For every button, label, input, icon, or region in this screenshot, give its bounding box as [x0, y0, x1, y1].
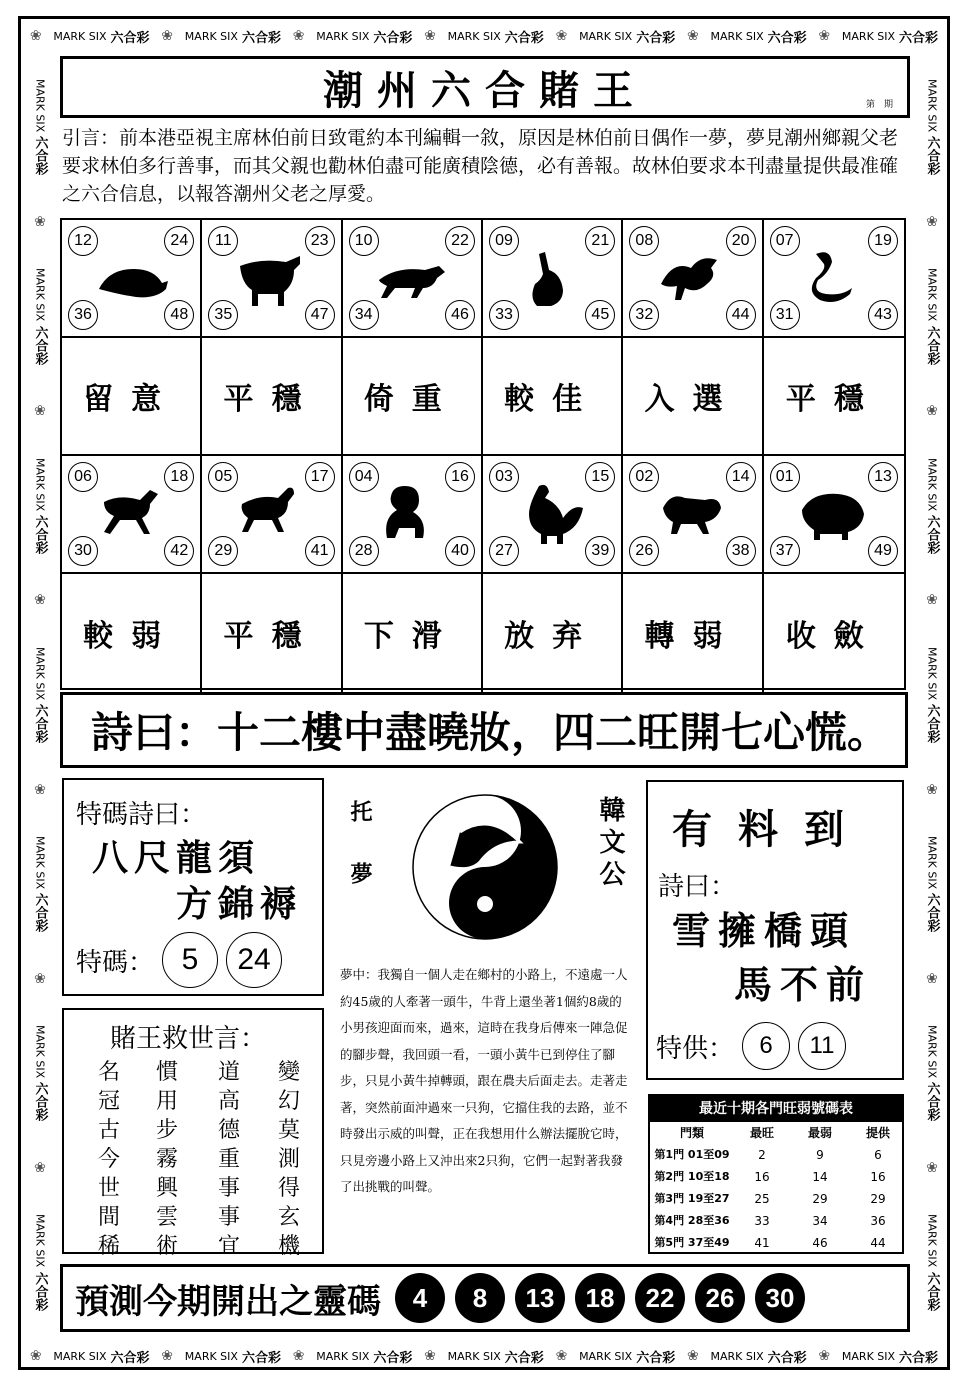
- main-poem: 詩曰：十二樓中盡曉妝，四二旺開七心慌。: [60, 692, 908, 768]
- snake-icon: [796, 244, 870, 308]
- border-brand: MARK SIX 六合彩: [53, 29, 150, 46]
- table-cell: 第1門 01至09: [654, 1148, 730, 1161]
- table-cell: 第3門 19至27: [654, 1192, 730, 1205]
- zodiac-forecast-word: 較弱: [83, 619, 180, 654]
- prediction-number: 22: [635, 1273, 685, 1323]
- header-cell: 門類: [679, 1126, 704, 1140]
- border-brand: MARK SIX 六合彩: [316, 29, 413, 46]
- rule-char: 慣: [156, 1060, 179, 1085]
- zodiac-number: 38: [726, 536, 756, 566]
- border-brand: MARK SIX 六合彩: [924, 457, 940, 554]
- stats-table-header: [650, 1122, 902, 1144]
- right-box-poem-label: 詩曰：: [658, 872, 737, 902]
- zodiac-forecast-word: 平穩: [785, 382, 882, 417]
- rule-char: 得: [278, 1176, 301, 1201]
- zodiac-cell-snake: [764, 220, 904, 338]
- right-box-supply-label: 特供：: [656, 1033, 735, 1064]
- flower-icon: ❀: [34, 781, 46, 798]
- rule-char: 間: [98, 1205, 121, 1230]
- stats-table-row: [650, 1210, 902, 1232]
- right-box-line1: 雪擁橋頭: [672, 909, 857, 953]
- flower-icon: ❀: [686, 28, 699, 44]
- table-cell: 9: [816, 1148, 824, 1162]
- stats-table-row: [650, 1166, 902, 1188]
- border-top: [24, 18, 944, 54]
- zodiac-number: 02: [629, 462, 659, 492]
- zodiac-number: 33: [489, 300, 519, 330]
- special-poem-label: 特碼詩曰：: [76, 800, 207, 830]
- zodiac-number: 03: [489, 462, 519, 492]
- title-box: [60, 56, 910, 118]
- zodiac-number: 34: [349, 300, 379, 330]
- table-cell: 36: [870, 1214, 886, 1228]
- rule-char: 測: [278, 1147, 301, 1172]
- flower-icon: ❀: [818, 28, 831, 44]
- zodiac-forecast-cell: [623, 574, 763, 692]
- rule-char: 高: [218, 1089, 241, 1114]
- issue-label: 第 期: [865, 100, 893, 110]
- header-cell: 提供: [865, 1126, 890, 1140]
- rabbit-icon: [515, 244, 589, 308]
- flower-icon: ❀: [926, 1159, 938, 1176]
- table-cell: 2: [758, 1148, 766, 1162]
- table-cell: 29: [812, 1192, 828, 1206]
- zodiac-number: 31: [770, 300, 800, 330]
- rule-char: 步: [156, 1118, 179, 1143]
- table-cell: 34: [812, 1214, 828, 1228]
- rule-char: 稀: [98, 1234, 121, 1259]
- zodiac-cell-dragon: [623, 220, 763, 338]
- center-right-label: 韓文公: [595, 796, 625, 892]
- rule-char: 事: [218, 1205, 241, 1230]
- dream-text: 夢中：我獨自一個人走在鄉村的小路上，不遠處一人約45歲的人牽著一頭牛，牛背上還坐著1個約8歲的小男孩迎面而來，過來，這時在我身后傳來一陣急促的腳步聲，我回頭一看，一頭小黃牛已到停住了腳步，只見小黃牛掉轉頭，跟在農夫后面走去。走著走著，突然前面沖過來一只狗，它擋住我的去路，並不時發出示威的叫聲，正在我想用什么辦法擺脫它時，只見旁邊小路上又沖出來2只狗，它們一起對著我發了出挑戰的叫聲。: [340, 967, 628, 1194]
- zodiac-forecast-cell: [62, 338, 202, 456]
- prediction-number: 30: [755, 1273, 805, 1323]
- zodiac-forecast-word: 轉弱: [644, 619, 741, 654]
- supply-code-2: 11: [798, 1022, 846, 1070]
- zodiac-number: 14: [726, 462, 756, 492]
- flower-icon: ❀: [34, 403, 46, 420]
- rat-icon: [94, 244, 168, 308]
- prediction-number: 18: [575, 1273, 625, 1323]
- zodiac-number: 40: [445, 536, 475, 566]
- stats-table-row: [650, 1232, 902, 1254]
- rule-char: 霧: [156, 1147, 179, 1172]
- flower-icon: ❀: [29, 28, 42, 44]
- prediction-number: 26: [695, 1273, 745, 1323]
- zodiac-forecast-word: 平穩: [223, 619, 320, 654]
- flower-icon: ❀: [926, 403, 938, 420]
- zodiac-forecast-word: 較佳: [504, 382, 601, 417]
- table-cell: 44: [870, 1236, 886, 1250]
- table-cell: 16: [754, 1170, 770, 1184]
- flower-icon: ❀: [555, 1348, 568, 1364]
- zodiac-number: 48: [164, 300, 194, 330]
- table-cell: 第2門 10至18: [654, 1170, 730, 1183]
- rule-char: 用: [156, 1089, 179, 1114]
- border-right: [914, 60, 950, 1330]
- zodiac-cell-rooster: [483, 456, 623, 574]
- zodiac-forecast-cell: [764, 574, 904, 692]
- rooster-icon: [515, 480, 589, 544]
- monkey-icon: [375, 480, 449, 544]
- flower-icon: ❀: [818, 1348, 831, 1364]
- prediction-label: 預測今期開出之靈碼: [75, 1281, 381, 1322]
- zodiac-cell-goat: [202, 456, 342, 574]
- rules-col-4: [278, 1058, 300, 1261]
- flower-icon: ❀: [926, 970, 938, 987]
- horse-icon: [94, 480, 168, 544]
- table-cell: 14: [812, 1170, 828, 1184]
- zodiac-forecast-word: 下滑: [363, 619, 460, 654]
- border-brand: MARK SIX 六合彩: [710, 29, 807, 46]
- zodiac-forecast-word: 平穩: [223, 382, 320, 417]
- zodiac-forecast-cell: [764, 338, 904, 456]
- dragon-icon: [655, 244, 729, 308]
- intro-text: 引言：前本港亞視主席林伯前日致電約本刊編輯一敘，原因是林伯前日偶作一夢，夢見潮州鄉親父老要求林伯多行善事，而其父親也勸林伯盡可能廣積陰德，必有善報。故林伯要求本刊盡量提供最准確之六合信息，以報答潮州父老之厚愛。: [62, 127, 899, 205]
- zodiac-forecast-word: 留意: [83, 382, 180, 417]
- border-brand: MARK SIX 六合彩: [924, 268, 940, 365]
- rules-col-3: [218, 1058, 240, 1261]
- center-art: [340, 790, 630, 960]
- flower-icon: ❀: [292, 1348, 305, 1364]
- border-brand: MARK SIX 六合彩: [579, 1349, 676, 1366]
- zodiac-cell-pig: [764, 456, 904, 574]
- prediction-bar: [60, 1264, 910, 1332]
- zodiac-forecast-cell: [483, 338, 623, 456]
- zodiac-number: 13: [868, 462, 898, 492]
- flower-icon: ❀: [686, 1348, 699, 1364]
- border-brand: MARK SIX 六合彩: [841, 29, 939, 46]
- border-brand: MARK SIX 六合彩: [32, 268, 48, 365]
- border-brand: MARK SIX 六合彩: [841, 1349, 939, 1366]
- special-poem-line1: 八尺龍須: [92, 838, 261, 879]
- rules-title: 賭王救世言：: [110, 1024, 267, 1054]
- border-brand: MARK SIX 六合彩: [32, 646, 48, 744]
- special-poem-box: [62, 778, 324, 996]
- zodiac-forecast-cell: [343, 574, 483, 692]
- zodiac-number: 21: [585, 226, 615, 256]
- zodiac-number: 30: [68, 536, 98, 566]
- zodiac-number: 07: [770, 226, 800, 256]
- border-brand: MARK SIX 六合彩: [32, 1025, 48, 1122]
- rule-char: 莫: [278, 1118, 301, 1143]
- supply-code-1: 6: [742, 1022, 790, 1070]
- zodiac-number: 24: [164, 226, 194, 256]
- zodiac-number: 47: [305, 300, 335, 330]
- border-brand: MARK SIX 六合彩: [184, 29, 281, 46]
- zodiac-forecast-word: 放弃: [504, 619, 601, 654]
- border-brand: MARK SIX 六合彩: [32, 1214, 48, 1311]
- table-cell: 16: [870, 1170, 886, 1184]
- stats-table-title: 最近十期各門旺弱號碼表: [650, 1096, 902, 1122]
- zodiac-number: 45: [585, 300, 615, 330]
- zodiac-cell-rabbit: [483, 220, 623, 338]
- flower-icon: ❀: [424, 1348, 436, 1364]
- right-box-title: 有料到: [672, 807, 870, 853]
- zodiac-cell-tiger: [343, 220, 483, 338]
- border-brand: MARK SIX 六合彩: [924, 646, 940, 744]
- border-brand: MARK SIX 六合彩: [924, 1214, 940, 1311]
- table-cell: 第5門 37至49: [654, 1236, 730, 1249]
- rule-char: 世: [98, 1176, 121, 1201]
- special-code-2: 24: [226, 932, 282, 988]
- zodiac-number: 18: [164, 462, 194, 492]
- flower-icon: ❀: [424, 28, 436, 44]
- zodiac-forecast-cell: [62, 574, 202, 692]
- rule-char: 興: [156, 1176, 179, 1201]
- border-brand: MARK SIX 六合彩: [579, 29, 676, 46]
- table-cell: 25: [754, 1192, 770, 1206]
- zodiac-number: 06: [68, 462, 98, 492]
- rule-char: 今: [98, 1147, 121, 1172]
- zodiac-forecast-cell: [202, 574, 342, 692]
- flower-icon: ❀: [555, 28, 568, 44]
- flower-icon: ❀: [926, 781, 938, 798]
- flower-icon: ❀: [926, 592, 938, 609]
- zodiac-number: 42: [164, 536, 194, 566]
- flower-icon: ❀: [292, 28, 305, 44]
- zodiac-forecast-cell: [343, 338, 483, 456]
- rule-char: 德: [218, 1118, 241, 1143]
- table-cell: 29: [870, 1192, 886, 1206]
- stats-table-row: [650, 1188, 902, 1210]
- ox-icon: [234, 244, 308, 308]
- zodiac-forecast-cell: [202, 338, 342, 456]
- rules-col-2: [156, 1058, 178, 1261]
- yin-yang-icon: [410, 792, 560, 942]
- zodiac-number: 27: [489, 536, 519, 566]
- zodiac-number: 43: [868, 300, 898, 330]
- rule-char: 名: [98, 1060, 121, 1085]
- zodiac-forecast-word: 收斂: [785, 619, 882, 654]
- zodiac-grid: [60, 218, 906, 690]
- zodiac-cell-horse: [62, 456, 202, 574]
- flower-icon: ❀: [34, 213, 46, 230]
- zodiac-number: 12: [68, 226, 98, 256]
- border-left: [22, 60, 58, 1330]
- right-box: [646, 780, 904, 1080]
- zodiac-number: 46: [445, 300, 475, 330]
- zodiac-number: 05: [208, 462, 238, 492]
- flower-icon: ❀: [34, 1159, 46, 1176]
- table-cell: 第4門 28至36: [654, 1214, 730, 1227]
- rule-char: 雲: [156, 1205, 179, 1230]
- prediction-number: 8: [455, 1273, 505, 1323]
- rule-char: 變: [278, 1060, 301, 1085]
- goat-icon: [234, 480, 308, 544]
- rules-box: [62, 1008, 324, 1259]
- center-left-label: 托夢: [347, 800, 372, 924]
- flower-icon: ❀: [29, 1348, 42, 1364]
- border-brand: MARK SIX 六合彩: [924, 1025, 940, 1122]
- zodiac-number: 19: [868, 226, 898, 256]
- table-cell: 6: [874, 1148, 882, 1162]
- zodiac-number: 16: [445, 462, 475, 492]
- border-bottom: [24, 1338, 944, 1374]
- border-brand: MARK SIX 六合彩: [53, 1349, 150, 1366]
- flower-icon: ❀: [926, 213, 938, 230]
- zodiac-number: 11: [208, 226, 238, 256]
- zodiac-number: 20: [726, 226, 756, 256]
- table-cell: 33: [754, 1214, 770, 1228]
- zodiac-number: 32: [629, 300, 659, 330]
- zodiac-number: 37: [770, 536, 800, 566]
- rule-char: 術: [156, 1234, 179, 1259]
- prediction-number: 13: [515, 1273, 565, 1323]
- flower-icon: ❀: [34, 592, 46, 609]
- flower-icon: ❀: [161, 1348, 174, 1364]
- rule-char: 古: [98, 1118, 121, 1143]
- zodiac-cell-monkey: [343, 456, 483, 574]
- dog-icon: [655, 480, 729, 544]
- border-brand: MARK SIX 六合彩: [924, 79, 940, 176]
- rule-char: 玄: [278, 1205, 301, 1230]
- table-cell: 46: [812, 1236, 828, 1250]
- tiger-icon: [375, 244, 449, 308]
- zodiac-number: 44: [726, 300, 756, 330]
- zodiac-number: 26: [629, 536, 659, 566]
- stats-table: [648, 1094, 904, 1254]
- rule-char: 機: [278, 1234, 301, 1259]
- zodiac-number: 41: [305, 536, 335, 566]
- zodiac-number: 01: [770, 462, 800, 492]
- table-cell: 41: [754, 1236, 770, 1250]
- zodiac-number: 29: [208, 536, 238, 566]
- zodiac-cell-ox: [202, 220, 342, 338]
- zodiac-number: 22: [445, 226, 475, 256]
- border-brand: MARK SIX 六合彩: [184, 1349, 281, 1366]
- special-poem-line2: 方錦褥: [176, 884, 303, 925]
- page-title: 潮州六合賭王: [323, 66, 647, 114]
- zodiac-number: 23: [305, 226, 335, 256]
- rule-char: 宜: [218, 1234, 241, 1259]
- flower-icon: ❀: [34, 970, 46, 987]
- flower-icon: ❀: [161, 28, 174, 44]
- special-code-label: 特碼：: [76, 947, 155, 978]
- border-brand: MARK SIX 六合彩: [447, 1349, 544, 1366]
- pig-icon: [796, 480, 870, 544]
- rule-char: 事: [218, 1176, 241, 1201]
- zodiac-number: 04: [349, 462, 379, 492]
- right-box-line2: 馬不前: [734, 963, 873, 1007]
- rule-char: 冠: [98, 1089, 121, 1114]
- header-cell: 最弱: [807, 1126, 832, 1140]
- border-brand: MARK SIX 六合彩: [710, 1349, 807, 1366]
- zodiac-number: 35: [208, 300, 238, 330]
- zodiac-number: 17: [305, 462, 335, 492]
- zodiac-forecast-cell: [623, 338, 763, 456]
- special-code-1: 5: [162, 932, 218, 988]
- border-brand: MARK SIX 六合彩: [32, 457, 48, 554]
- rule-char: 幻: [278, 1089, 301, 1114]
- border-brand: MARK SIX 六合彩: [924, 836, 940, 933]
- rules-col-1: [98, 1058, 120, 1261]
- zodiac-cell-rat: [62, 220, 202, 338]
- border-brand: MARK SIX 六合彩: [32, 79, 48, 176]
- zodiac-number: 36: [68, 300, 98, 330]
- zodiac-number: 10: [349, 226, 379, 256]
- zodiac-number: 49: [868, 536, 898, 566]
- zodiac-forecast-word: 倚重: [363, 382, 460, 417]
- zodiac-number: 39: [585, 536, 615, 566]
- border-brand: MARK SIX 六合彩: [32, 836, 48, 933]
- zodiac-number: 08: [629, 226, 659, 256]
- prediction-number: 4: [395, 1273, 445, 1323]
- stats-table-row: [650, 1144, 902, 1166]
- border-brand: MARK SIX 六合彩: [316, 1349, 413, 1366]
- border-brand: MARK SIX 六合彩: [447, 29, 544, 46]
- zodiac-number: 09: [489, 226, 519, 256]
- zodiac-number: 28: [349, 536, 379, 566]
- zodiac-cell-dog: [623, 456, 763, 574]
- header-cell: 最旺: [749, 1126, 774, 1140]
- rule-char: 道: [218, 1060, 241, 1085]
- zodiac-forecast-word: 入選: [644, 382, 741, 417]
- rule-char: 重: [218, 1147, 241, 1172]
- zodiac-forecast-cell: [483, 574, 623, 692]
- zodiac-number: 15: [585, 462, 615, 492]
